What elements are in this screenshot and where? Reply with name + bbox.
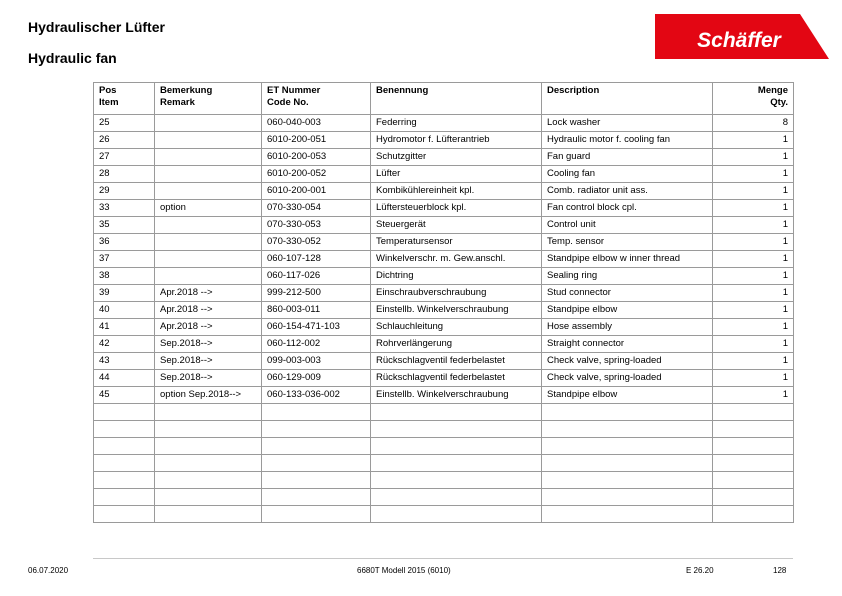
cell-pos: 41 [94, 319, 155, 336]
footer-page-number: 128 [773, 566, 787, 575]
cell-qty: 1 [713, 234, 794, 251]
table-row-empty [94, 404, 794, 421]
empty-cell [542, 438, 713, 455]
table-row-empty [94, 472, 794, 489]
page-title-german: Hydraulischer Lüfter [28, 19, 165, 35]
cell-benennung: Dichtring [371, 268, 542, 285]
empty-cell [155, 421, 262, 438]
cell-pos: 39 [94, 285, 155, 302]
empty-cell [262, 404, 371, 421]
footer-divider [93, 558, 793, 559]
table-row [94, 217, 794, 234]
cell-description: Standpipe elbow w inner thread [542, 251, 713, 268]
cell-code: 060-040-003 [262, 115, 371, 132]
cell-remark: Apr.2018 --> [155, 285, 262, 302]
empty-cell [94, 438, 155, 455]
cell-description: Hose assembly [542, 319, 713, 336]
footer-model: 6680T Modell 2015 (6010) [357, 566, 451, 575]
table-row [94, 115, 794, 132]
cell-benennung: Federring [371, 115, 542, 132]
cell-remark [155, 217, 262, 234]
empty-cell [713, 438, 794, 455]
cell-code: 6010-200-052 [262, 166, 371, 183]
cell-benennung: Hydromotor f. Lüfterantrieb [371, 132, 542, 149]
table-row [94, 166, 794, 183]
empty-cell [262, 421, 371, 438]
empty-cell [542, 472, 713, 489]
empty-cell [542, 489, 713, 506]
cell-benennung: Rohrverlängerung [371, 336, 542, 353]
cell-remark [155, 268, 262, 285]
header-qty: Menge Qty. [713, 83, 794, 115]
empty-cell [713, 455, 794, 472]
cell-description: Check valve, spring-loaded [542, 353, 713, 370]
cell-benennung: Lüfter [371, 166, 542, 183]
empty-cell [94, 421, 155, 438]
cell-benennung: Kombikühlereinheit kpl. [371, 183, 542, 200]
cell-code: 060-133-036-002 [262, 387, 371, 404]
empty-cell [371, 404, 542, 421]
cell-description: Sealing ring [542, 268, 713, 285]
header-description: Description [542, 83, 713, 115]
table-row-empty [94, 506, 794, 523]
cell-pos: 36 [94, 234, 155, 251]
cell-description: Cooling fan [542, 166, 713, 183]
empty-cell [542, 455, 713, 472]
cell-qty: 1 [713, 302, 794, 319]
cell-remark: Sep.2018--> [155, 353, 262, 370]
empty-cell [155, 404, 262, 421]
cell-description: Check valve, spring-loaded [542, 370, 713, 387]
empty-cell [94, 404, 155, 421]
cell-pos: 29 [94, 183, 155, 200]
empty-cell [371, 438, 542, 455]
empty-cell [94, 489, 155, 506]
cell-qty: 1 [713, 268, 794, 285]
empty-cell [371, 455, 542, 472]
cell-qty: 1 [713, 149, 794, 166]
cell-code: 6010-200-001 [262, 183, 371, 200]
cell-pos: 44 [94, 370, 155, 387]
cell-description: Stud connector [542, 285, 713, 302]
empty-cell [94, 506, 155, 523]
empty-cell [94, 472, 155, 489]
cell-pos: 43 [94, 353, 155, 370]
cell-benennung: Rückschlagventil federbelastet [371, 370, 542, 387]
cell-remark [155, 149, 262, 166]
table-row-empty [94, 438, 794, 455]
header-remark: Bemerkung Remark [155, 83, 262, 115]
cell-benennung: Schutzgitter [371, 149, 542, 166]
cell-remark: Apr.2018 --> [155, 319, 262, 336]
cell-remark: Sep.2018--> [155, 370, 262, 387]
cell-benennung: Einstellb. Winkelverschraubung [371, 387, 542, 404]
cell-qty: 1 [713, 183, 794, 200]
cell-code: 060-107-128 [262, 251, 371, 268]
cell-remark: Apr.2018 --> [155, 302, 262, 319]
cell-description: Standpipe elbow [542, 302, 713, 319]
cell-description: Hydraulic motor f. cooling fan [542, 132, 713, 149]
cell-code: 999-212-500 [262, 285, 371, 302]
table-header-row [94, 83, 794, 115]
cell-code: 070-330-053 [262, 217, 371, 234]
cell-remark [155, 183, 262, 200]
cell-remark: option Sep.2018--> [155, 387, 262, 404]
table-row [94, 353, 794, 370]
cell-qty: 1 [713, 217, 794, 234]
empty-cell [713, 506, 794, 523]
cell-description: Standpipe elbow [542, 387, 713, 404]
table-row [94, 319, 794, 336]
empty-cell [713, 472, 794, 489]
cell-qty: 1 [713, 285, 794, 302]
cell-qty: 8 [713, 115, 794, 132]
table-row [94, 183, 794, 200]
cell-pos: 37 [94, 251, 155, 268]
empty-cell [262, 438, 371, 455]
cell-remark [155, 132, 262, 149]
table-row [94, 268, 794, 285]
cell-qty: 1 [713, 132, 794, 149]
empty-cell [542, 506, 713, 523]
cell-code: 060-117-026 [262, 268, 371, 285]
cell-pos: 42 [94, 336, 155, 353]
svg-text:Schäffer: Schäffer [697, 29, 781, 52]
cell-qty: 1 [713, 387, 794, 404]
cell-pos: 33 [94, 200, 155, 217]
table-row-empty [94, 455, 794, 472]
empty-cell [371, 489, 542, 506]
cell-description: Straight connector [542, 336, 713, 353]
empty-cell [262, 455, 371, 472]
cell-pos: 27 [94, 149, 155, 166]
empty-cell [713, 421, 794, 438]
table-row [94, 200, 794, 217]
page-title-english: Hydraulic fan [28, 50, 117, 66]
empty-cell [262, 506, 371, 523]
cell-qty: 1 [713, 370, 794, 387]
header-code: ET Nummer Code No. [262, 83, 371, 115]
empty-cell [262, 472, 371, 489]
table-row [94, 132, 794, 149]
cell-benennung: Einstellb. Winkelverschraubung [371, 302, 542, 319]
cell-qty: 1 [713, 353, 794, 370]
cell-remark [155, 234, 262, 251]
cell-pos: 45 [94, 387, 155, 404]
cell-code: 6010-200-053 [262, 149, 371, 166]
schaeffer-logo [655, 14, 829, 59]
cell-benennung: Schlauchleitung [371, 319, 542, 336]
cell-pos: 40 [94, 302, 155, 319]
empty-cell [542, 404, 713, 421]
cell-code: 070-330-052 [262, 234, 371, 251]
cell-code: 099-003-003 [262, 353, 371, 370]
cell-benennung: Winkelverschr. m. Gew.anschl. [371, 251, 542, 268]
cell-qty: 1 [713, 336, 794, 353]
cell-qty: 1 [713, 251, 794, 268]
cell-code: 6010-200-051 [262, 132, 371, 149]
empty-cell [713, 404, 794, 421]
empty-cell [371, 472, 542, 489]
cell-description: Temp. sensor [542, 234, 713, 251]
cell-remark [155, 115, 262, 132]
cell-qty: 1 [713, 166, 794, 183]
table-row [94, 285, 794, 302]
cell-benennung: Lüftersteuerblock kpl. [371, 200, 542, 217]
cell-pos: 28 [94, 166, 155, 183]
cell-qty: 1 [713, 200, 794, 217]
table-row [94, 370, 794, 387]
header-benennung: Benennung [371, 83, 542, 115]
empty-cell [155, 455, 262, 472]
cell-description: Control unit [542, 217, 713, 234]
cell-code: 060-112-002 [262, 336, 371, 353]
empty-cell [542, 421, 713, 438]
footer-section: E 26.20 [686, 566, 714, 575]
table-row [94, 251, 794, 268]
cell-benennung: Rückschlagventil federbelastet [371, 353, 542, 370]
empty-cell [713, 489, 794, 506]
cell-remark [155, 251, 262, 268]
cell-pos: 25 [94, 115, 155, 132]
empty-cell [155, 506, 262, 523]
table-row [94, 387, 794, 404]
cell-benennung: Steuergerät [371, 217, 542, 234]
cell-code: 060-154-471-103 [262, 319, 371, 336]
table-row [94, 234, 794, 251]
empty-cell [262, 489, 371, 506]
cell-remark [155, 166, 262, 183]
cell-description: Comb. radiator unit ass. [542, 183, 713, 200]
cell-code: 060-129-009 [262, 370, 371, 387]
table-row-empty [94, 421, 794, 438]
cell-description: Lock washer [542, 115, 713, 132]
parts-table [93, 82, 794, 523]
table-row [94, 302, 794, 319]
empty-cell [94, 455, 155, 472]
cell-benennung: Temperatursensor [371, 234, 542, 251]
cell-description: Fan guard [542, 149, 713, 166]
cell-pos: 26 [94, 132, 155, 149]
table-row-empty [94, 489, 794, 506]
cell-remark: option [155, 200, 262, 217]
table-row [94, 336, 794, 353]
cell-code: 070-330-054 [262, 200, 371, 217]
footer-date: 06.07.2020 [28, 566, 69, 575]
cell-qty: 1 [713, 319, 794, 336]
cell-description: Fan control block cpl. [542, 200, 713, 217]
cell-pos: 35 [94, 217, 155, 234]
cell-remark: Sep.2018--> [155, 336, 262, 353]
empty-cell [371, 421, 542, 438]
empty-cell [371, 506, 542, 523]
cell-code: 860-003-011 [262, 302, 371, 319]
empty-cell [155, 472, 262, 489]
cell-pos: 38 [94, 268, 155, 285]
empty-cell [155, 438, 262, 455]
header-pos: Pos Item [94, 83, 155, 115]
cell-benennung: Einschraubverschraubung [371, 285, 542, 302]
table-row [94, 149, 794, 166]
empty-cell [155, 489, 262, 506]
